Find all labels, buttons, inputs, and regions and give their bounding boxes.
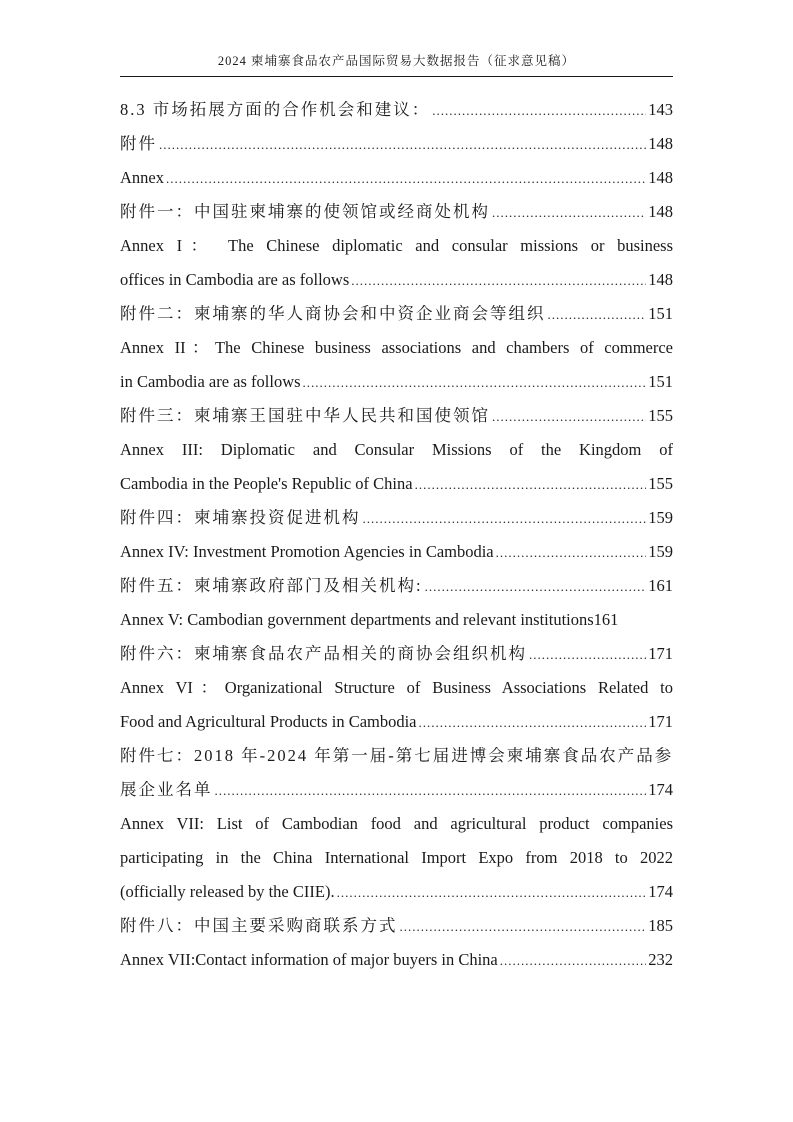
toc-entry-title: Cambodia in the People's Republic of China (120, 474, 413, 493)
toc-page-number: 148 (648, 270, 673, 289)
toc-entry[interactable] (120, 739, 673, 807)
toc-entry[interactable] (120, 501, 673, 535)
toc-entry[interactable] (120, 943, 673, 977)
toc-entry-title: Food and Agricultural Products in Cambodia (120, 712, 417, 731)
toc-entry[interactable] (120, 535, 673, 569)
dot-leader (419, 706, 647, 740)
toc-entry-title: Annex VII:Contact information of major buyers in China (120, 950, 498, 969)
toc-entry-title: Annex V: Cambodian government departments and relevant institutions (120, 610, 594, 629)
toc-entry[interactable] (120, 331, 673, 399)
dot-leader (548, 298, 647, 332)
toc-page-number: 232 (648, 950, 673, 969)
toc-entry-title: 展企业名单 (120, 780, 213, 799)
dot-leader (363, 502, 647, 536)
toc-page-number: 148 (648, 202, 673, 221)
toc-page-number: 143 (648, 100, 673, 119)
toc-entry-line: participating in the China International Import Expo from 2018 to 2022 (120, 848, 673, 867)
dot-leader (303, 366, 647, 400)
toc-entry-title: 附件三：柬埔寨王国驻中华人民共和国使领馆 (120, 406, 490, 425)
dot-leader (337, 876, 647, 910)
toc-entry-title: 附件四：柬埔寨投资促进机构 (120, 508, 361, 527)
toc-page-number: 155 (648, 406, 673, 425)
toc-page-number: 151 (648, 304, 673, 323)
dot-leader (529, 638, 646, 672)
toc-entry-title: 8.3 市场拓展方面的合作机会和建议： (120, 100, 431, 119)
toc-entry[interactable] (120, 229, 673, 297)
toc-entry-title: 附件八：中国主要采购商联系方式 (120, 916, 398, 935)
toc-entry[interactable] (120, 671, 673, 739)
toc-entry-title: 附件 (120, 134, 157, 153)
toc-entry-title: 附件二：柬埔寨的华人商协会和中资企业商会等组织 (120, 304, 546, 323)
dot-leader (425, 570, 647, 604)
dot-leader (492, 196, 646, 230)
toc-entry-line: 附件七：2018 年-2024 年第一届-第七届进博会柬埔寨食品农产品参 (120, 746, 674, 765)
dot-leader (500, 944, 647, 978)
toc-entry-line: Annex II：The Chinese business associations and chambers of commerce (120, 338, 673, 357)
toc-entry[interactable] (120, 569, 673, 603)
toc-entry[interactable] (120, 127, 673, 161)
toc-entry-title: 附件六：柬埔寨食品农产品相关的商协会组织机构 (120, 644, 527, 663)
toc-page-number: 155 (648, 474, 673, 493)
toc-entry-line: Annex VI：Organizational Structure of Business Associations Related to (120, 678, 673, 697)
toc-entry[interactable] (120, 603, 673, 637)
toc-entry[interactable] (120, 909, 673, 943)
toc-entry-title: (officially released by the CIIE). (120, 882, 335, 901)
toc-entry[interactable] (120, 161, 673, 195)
toc-entry[interactable] (120, 195, 673, 229)
header-rule (120, 76, 673, 77)
toc-page-number: 171 (648, 644, 673, 663)
toc-entry-title: 附件一：中国驻柬埔寨的使领馆或经商处机构 (120, 202, 490, 221)
dot-leader (432, 94, 646, 128)
dot-leader (415, 468, 647, 502)
toc-entry-title: Annex IV: Investment Promotion Agencies in Cambodia (120, 542, 494, 561)
toc-page-number: 159 (648, 508, 673, 527)
toc-page-number: 171 (648, 712, 673, 731)
dot-leader (496, 536, 647, 570)
toc-entry[interactable] (120, 93, 673, 127)
toc-page-number: 174 (648, 780, 673, 799)
toc-entry[interactable] (120, 807, 673, 909)
toc-entry-line: Annex I： The Chinese diplomatic and consular missions or business (120, 236, 673, 255)
toc-page-number: 161 (648, 576, 673, 595)
toc-page-number: 148 (648, 134, 673, 153)
dot-leader (215, 774, 647, 808)
toc-entry-title: 附件五：柬埔寨政府部门及相关机构: (120, 576, 423, 595)
dot-leader (400, 910, 647, 944)
toc-page-number: 148 (648, 168, 673, 187)
toc-page-number: 159 (648, 542, 673, 561)
toc-entry-line: Annex III: Diplomatic and Consular Missions of the Kingdom of (120, 440, 673, 459)
toc-entry[interactable] (120, 433, 673, 501)
toc-entry[interactable] (120, 399, 673, 433)
toc-page-number: 185 (648, 916, 673, 935)
toc-page-number: 174 (648, 882, 673, 901)
toc-page-number: 161 (593, 610, 619, 629)
dot-leader (159, 128, 646, 162)
toc-entry-title: Annex (120, 168, 164, 187)
toc-entry[interactable] (120, 297, 673, 331)
running-header: 2024 柬埔寨食品农产品国际贸易大数据报告（征求意见稿） (217, 54, 576, 68)
dot-leader (166, 162, 646, 196)
toc-entry-line: Annex VII: List of Cambodian food and agricultural product companies (120, 814, 673, 833)
table-of-contents (120, 93, 673, 977)
dot-leader (351, 264, 646, 298)
toc-entry[interactable] (120, 637, 673, 671)
toc-entry-title: offices in Cambodia are as follows (120, 270, 350, 289)
toc-page-number: 151 (648, 372, 673, 391)
toc-entry-title: in Cambodia are as follows (120, 372, 301, 391)
dot-leader (492, 400, 646, 434)
